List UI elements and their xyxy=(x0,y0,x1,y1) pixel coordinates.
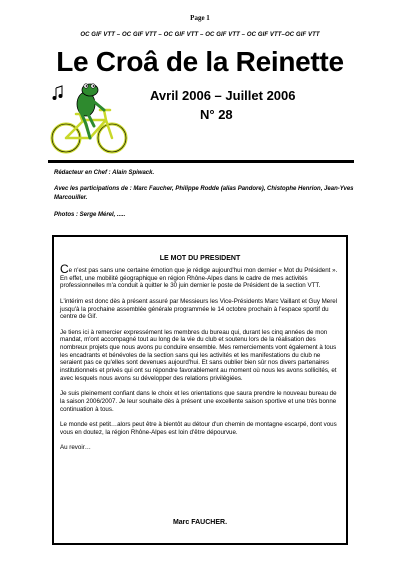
issue-period: Avril 2006 – Juillet 2006 xyxy=(150,88,296,103)
issue-number: N° 28 xyxy=(200,107,233,122)
article-paragraph: Le monde est petit…alors peut être à bientôt au détour d'un chemin de montagne escarpé, dont vous vous en doutez, la région Rhône-Alpes est loin d'être dépourvue. xyxy=(60,421,337,436)
contributors-credit: Avec les participations de : Marc Faucher, Philippe Rodde (alias Pandore), Chistophe Henrion, Jean-Yves Marcouiller. xyxy=(54,186,354,201)
frog-on-bicycle-icon xyxy=(46,80,136,156)
article-paragraph: Je suis pleinement confiant dans le choix et les orientations que saura prendre le nouveau bureau de la saison 2006/2007. Je leur souhaite dès à présent une excellente saison sportive et une très bonne continuation à tous. xyxy=(60,390,337,413)
article-signature: Marc FAUCHER. xyxy=(172,519,228,526)
article-paragraph: Au revoir… xyxy=(60,444,91,452)
article-paragraph: Je tiens ici à remercier expressément les membres du bureau qui, durant les cinq années de mon mandat, m'ont accompagné tout au long de la vie du club et soutenu lors de la réalisation des nombreux projets que nous avons pu conduire ensemble. Mes remerciements vont également à tous les encadrants et bénévoles de la section sans qui les activités et les manifestations du club ne seraient pas ce qu'elles sont devenues aujourd'hui. Et sans oublier bien sûr nos divers partenaires institutionnels et privés qui ont su répondre favorablement au moment où nous les avons sollicités, et avec lesquels nous avons su développer des relations privilégiées. xyxy=(60,328,337,382)
first-paragraph-text: e n'est pas sans une certaine émotion que je rédige aujourd'hui mon dernier « Mot du Président ». En effet, une mobilité géographique en région Rhône-Alpes dans le cadre de mes activités professionnelles m'a conduit à quitter le 30 juin dernier le poste de Président de la section VTT. xyxy=(60,267,338,290)
article-paragraph xyxy=(60,262,342,290)
page-number: Page 1 xyxy=(190,14,210,22)
article-paragraph: L'intérim est donc dès à présent assuré par Messieurs les Vice-Présidents Marc Vaillant et Guy Merel jusqu'à la prochaine assemblée générale programmée le 14 octobre prochain à l'espace sportif du centre de Gif. xyxy=(60,297,338,321)
header-divider xyxy=(48,160,354,163)
drop-cap: C xyxy=(60,262,69,276)
editor-credit: Rédacteur en Chef : Alain Spiwack. xyxy=(54,170,155,176)
newsletter-title: Le Croâ de la Reinette xyxy=(56,46,344,77)
article-body xyxy=(60,262,342,459)
article-heading: LE MOT DU PRESIDENT xyxy=(159,255,241,262)
photos-credit: Photos : Serge Mérel, ..... xyxy=(54,212,126,218)
club-banner: OC GIF VTT – OC GIF VTT – OC GIF VTT – OC GIF VTT – OC GIF VTT–OC GIF VTT xyxy=(80,32,320,38)
